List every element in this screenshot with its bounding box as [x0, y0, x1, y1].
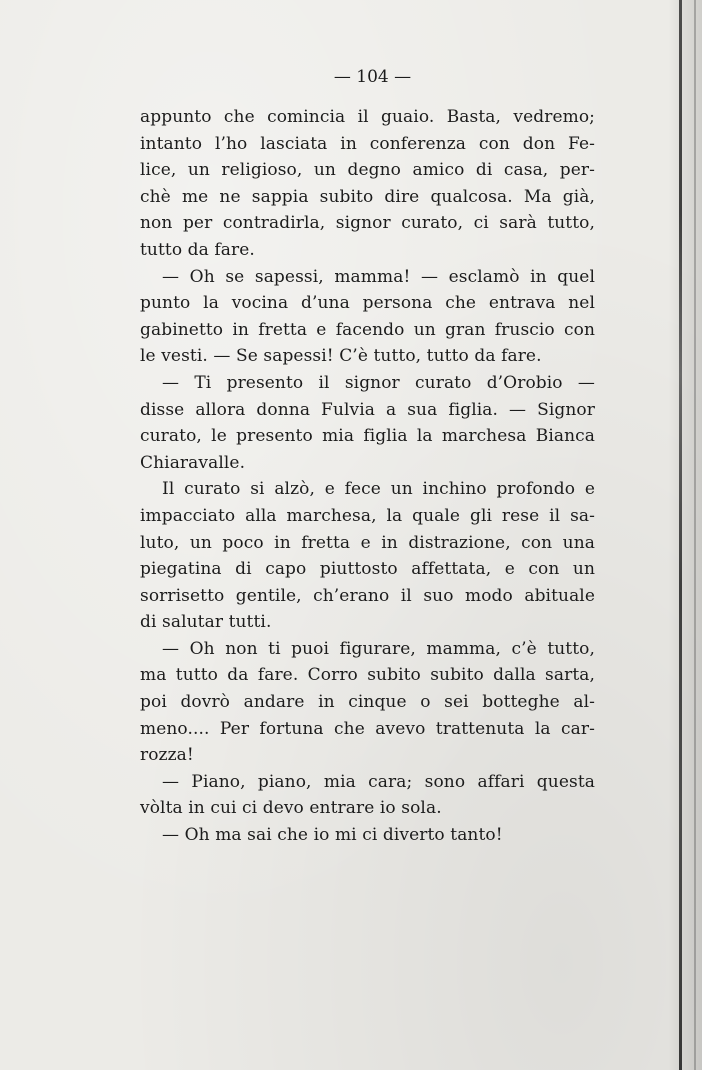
text-line: disse allora donna Fulvia a sua figlia. — Signor	[140, 399, 595, 420]
text-line: meno.... Per fortuna che avevo trattenuta la car-	[140, 718, 595, 739]
page-number: — 104 —	[333, 67, 412, 87]
text-line: di salutar tutti.	[140, 612, 272, 633]
text-line: sorrisetto gentile, ch’erano il suo modo abituale	[140, 585, 595, 606]
text-line: rozza!	[140, 745, 194, 766]
text-line: — Oh ma sai che io mi ci diverto tanto!	[162, 825, 503, 846]
text-line: luto, un poco in fretta e in distrazione, con una	[140, 532, 595, 553]
text-line: gabinetto in fretta e facendo un gran fruscio con	[140, 319, 595, 340]
text-block	[140, 62, 595, 849]
text-line: piegatina di capo piuttosto affettata, e con un	[140, 559, 595, 580]
text-line: Chiaravalle.	[140, 452, 246, 473]
text-line: — Ti presento il signor curato d’Orobio —	[162, 372, 595, 393]
text-line: — Oh se sapessi, mamma! — esclamò in quel	[162, 266, 595, 287]
book-spine-edge	[679, 0, 682, 1070]
text-line: chè me ne sappia subito dire qualcosa. Ma già,	[140, 186, 595, 207]
text-line: vòlta in cui ci devo entrare io sola.	[140, 798, 442, 819]
text-line: tutto da fare.	[140, 239, 255, 260]
text-line: intanto l’ho lasciata in conferenza con don Fe-	[140, 133, 595, 154]
text-line: ma tutto da fare. Corro subito subito dalla sarta,	[140, 665, 595, 686]
book-spine-edge-outer	[694, 0, 696, 1070]
text-line: non per contradirla, signor curato, ci sarà tutto,	[140, 213, 595, 234]
text-line: appunto che comincia il guaio. Basta, vedremo;	[140, 107, 595, 127]
book-spine-shadow	[668, 0, 702, 1070]
text-line: impacciato alla marchesa, la quale gli rese il sa-	[140, 505, 595, 526]
text-line: — Piano, piano, mia cara; sono affari questa	[162, 771, 595, 792]
text-line: punto la vocina d’una persona che entrava nel	[140, 293, 595, 314]
text-line: — Oh non ti puoi figurare, mamma, c’è tutto,	[162, 638, 595, 659]
text-line: poi dovrò andare in cinque o sei botteghe al-	[140, 692, 595, 713]
text-line: curato, le presento mia figlia la marchesa Bianca	[140, 426, 595, 447]
text-line: le vesti. — Se sapessi! C’è tutto, tutto da fare.	[140, 346, 542, 367]
text-line: Il curato si alzò, e fece un inchino profondo e	[162, 479, 595, 500]
text-line: lice, un religioso, un degno amico di casa, per-	[140, 160, 595, 181]
